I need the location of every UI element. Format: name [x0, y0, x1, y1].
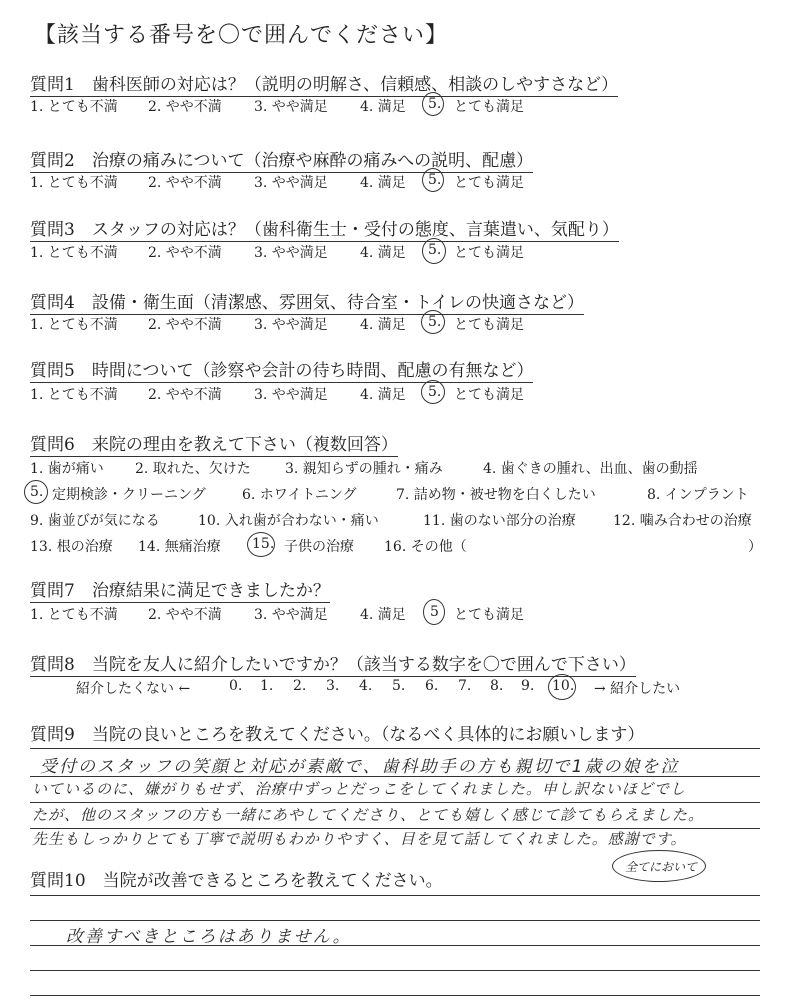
q3-option-1[interactable]: 1. とても不満: [30, 245, 118, 261]
q3-option-5-label: とても満足: [454, 245, 524, 261]
q6-option-12[interactable]: 12. 噛み合わせの治療: [613, 513, 752, 529]
question-6-label: 質問6 来院の理由を教えて下さい（複数回答）: [30, 430, 398, 457]
q2-option-4[interactable]: 4. 満足: [360, 175, 406, 191]
q6-option-15[interactable]: 15.: [252, 536, 275, 552]
question-4-options: [30, 314, 770, 334]
question-1-options: [30, 96, 770, 116]
q6-other-close-paren: ）: [748, 539, 762, 555]
q4-option-2[interactable]: 2. やや不満: [148, 317, 222, 333]
q6-selection-circle-15: [247, 532, 275, 557]
q1-option-3[interactable]: 3. やや満足: [254, 99, 328, 115]
q5-option-4[interactable]: 4. 満足: [360, 387, 406, 403]
q5-option-1[interactable]: 1. とても不満: [30, 387, 118, 403]
q2-option-2[interactable]: 2. やや不満: [148, 175, 222, 191]
q1-option-4[interactable]: 4. 満足: [360, 99, 406, 115]
q3-option-5[interactable]: 5.: [428, 242, 442, 258]
q2-option-5-label: とても満足: [454, 175, 524, 191]
q7-option-1[interactable]: 1. とても不満: [30, 607, 118, 623]
question-10-label: 質問10 当院が改善できるところを教えてください。: [30, 871, 443, 891]
q6-option-7[interactable]: 7. 詰め物・被せ物を白くしたい: [396, 487, 596, 503]
q6-option-10[interactable]: 10. 入れ歯が合わない・痛い: [198, 513, 379, 529]
q6-option-14[interactable]: 14. 無痛治療: [138, 539, 221, 555]
q4-option-5[interactable]: 5.: [428, 314, 442, 330]
question-8-label: 質問8 当院を友人に紹介したいですか？（該当する数字を〇で囲んで下さい）: [30, 650, 636, 677]
q3-option-2[interactable]: 2. やや不満: [148, 245, 222, 261]
q6-option-5-label: 定期検診・クリーニング: [52, 487, 206, 503]
q3-option-3[interactable]: 3. やや満足: [254, 245, 328, 261]
q1-selection-circle: [422, 92, 444, 116]
q4-option-4[interactable]: 4. 満足: [360, 317, 406, 333]
q4-option-1[interactable]: 1. とても不満: [30, 317, 118, 333]
q5-option-2[interactable]: 2. やや不満: [148, 387, 222, 403]
q10-rule-3: [30, 945, 760, 946]
page-title: 【該当する番号を〇で囲んでください】: [34, 23, 449, 48]
question-7-options: [30, 604, 770, 624]
q8-selection-circle: [548, 674, 576, 700]
q9-note-text: 全てにおいて: [625, 860, 698, 874]
q7-selection-circle: [423, 599, 445, 625]
q7-option-5[interactable]: 5: [430, 604, 439, 620]
q8-score-7[interactable]: 7.: [458, 678, 472, 694]
question-3-options: [30, 242, 770, 262]
q8-score-6[interactable]: 6.: [425, 678, 439, 694]
q10-rule-5: [30, 995, 760, 996]
q5-option-5-label: とても満足: [454, 387, 524, 403]
q10-rule-2: [30, 920, 760, 921]
q8-score-3[interactable]: 3.: [326, 678, 340, 694]
q1-option-1[interactable]: 1. とても不満: [30, 99, 118, 115]
q6-option-13[interactable]: 13. 根の治療: [30, 539, 113, 555]
question-1-label: 質問1 歯科医師の対応は？（説明の明解さ、信頼感、相談のしやすさなど）: [30, 70, 618, 97]
question-3-label: 質問3 スタッフの対応は？（歯科衛生士・受付の態度、言葉遣い、気配り）: [30, 215, 619, 242]
q4-option-5-label: とても満足: [454, 317, 524, 333]
q10-rule-4: [30, 970, 760, 971]
q6-option-6[interactable]: 6. ホワイトニング: [242, 487, 357, 503]
q8-left-label: 紹介したくない ←: [76, 681, 191, 697]
q9-answer-line-2: いているのに、嫌がりもせず、治療中ずっとだっこをしてくれました。申し訳ないほどでし: [32, 780, 686, 798]
q6-option-2[interactable]: 2. 取れた、欠けた: [135, 461, 251, 477]
q4-option-3[interactable]: 3. やや満足: [254, 317, 328, 333]
q8-score-4[interactable]: 4.: [359, 678, 373, 694]
question-4-label: 質問4 設備・衛生面（清潔感、雰囲気、待合室・トイレの快適さなど）: [30, 288, 584, 315]
q5-selection-circle: [421, 380, 445, 404]
q10-rule-1: [30, 895, 760, 896]
q4-selection-circle: [421, 310, 445, 334]
q6-option-11[interactable]: 11. 歯のない部分の治療: [423, 513, 576, 529]
q6-option-5[interactable]: 5.: [30, 484, 44, 500]
q1-option-5-label: とても満足: [454, 99, 524, 115]
q8-right-label: → 紹介したい: [594, 681, 681, 697]
q9-answer-line-3: たが、他のスタッフの方も一緒にあやしてくださり、とても嬉しく感じて診てもらえました。: [32, 806, 705, 824]
q7-option-5-label: とても満足: [454, 607, 524, 623]
q8-score-2[interactable]: 2.: [293, 678, 307, 694]
q6-option-8[interactable]: 8. インプラント: [647, 487, 749, 503]
q6-option-9[interactable]: 9. 歯並びが気になる: [30, 513, 160, 529]
q8-score-0[interactable]: 0.: [229, 678, 243, 694]
q8-score-1[interactable]: 1.: [260, 678, 274, 694]
q9-answer-line-4: 先生もしっかりとても丁寧で説明もわかりやすく、目を見て話してくれました。感謝です。: [32, 830, 687, 848]
question-9-label: 質問9 当院の良いところを教えてください。（なるべく具体的にお願いします）: [30, 725, 645, 745]
q3-selection-circle: [422, 238, 446, 264]
question-2-options: [30, 172, 770, 192]
q8-score-5[interactable]: 5.: [392, 678, 406, 694]
q6-option-1[interactable]: 1. 歯が痛い: [30, 461, 104, 477]
q6-option-15-label: 子供の治療: [284, 539, 354, 555]
q6-row-4: [30, 536, 775, 556]
question-5-label: 質問5 時間について（診察や会計の待ち時間、配慮の有無など）: [30, 356, 533, 383]
q9-rule-1: [30, 748, 760, 749]
q1-option-2[interactable]: 2. やや不満: [148, 99, 222, 115]
question-2-label: 質問2 治療の痛みについて（治療や麻酔の痛みへの説明、配慮）: [30, 146, 533, 173]
q6-row-2: [30, 484, 775, 504]
q6-row-3: [30, 510, 780, 530]
question-7-label: 質問7 治療結果に満足できましたか？: [30, 576, 330, 603]
q6-row-1: [30, 458, 775, 478]
q5-option-3[interactable]: 3. やや満足: [254, 387, 328, 403]
q9-note-bubble: [612, 850, 706, 882]
q6-option-4[interactable]: 4. 歯ぐきの腫れ、出血、歯の動揺: [483, 461, 698, 477]
q8-score-10[interactable]: 10.: [552, 678, 575, 694]
q2-option-1[interactable]: 1. とても不満: [30, 175, 118, 191]
q8-scale: [76, 678, 736, 698]
q8-score-9[interactable]: 9.: [521, 678, 535, 694]
q9-rule-3: [30, 802, 760, 803]
q10-answer: 改善すべきところはありません。: [66, 927, 352, 947]
q3-option-4[interactable]: 4. 満足: [360, 245, 406, 261]
q5-option-5[interactable]: 5.: [428, 384, 442, 400]
q6-option-3[interactable]: 3. 親知らずの腫れ・痛み: [285, 461, 443, 477]
q2-selection-circle: [422, 168, 444, 192]
question-5-options: [30, 384, 770, 404]
q7-option-4[interactable]: 4. 満足: [360, 607, 406, 623]
q7-option-2[interactable]: 2. やや不満: [148, 607, 222, 623]
q6-selection-circle-5: [24, 480, 48, 504]
q6-option-16[interactable]: 16. その他（: [384, 539, 467, 555]
q2-option-3[interactable]: 3. やや満足: [254, 175, 328, 191]
q7-option-3[interactable]: 3. やや満足: [254, 607, 328, 623]
q9-answer-line-1: 受付のスタッフの笑顔と対応が素敵で、歯科助手の方も親切で1歳の娘を泣: [40, 757, 680, 777]
q2-option-5[interactable]: 5.: [428, 172, 442, 188]
q9-rule-2: [30, 776, 760, 777]
q1-option-5[interactable]: 5.: [428, 96, 442, 112]
q8-score-8[interactable]: 8.: [490, 678, 504, 694]
